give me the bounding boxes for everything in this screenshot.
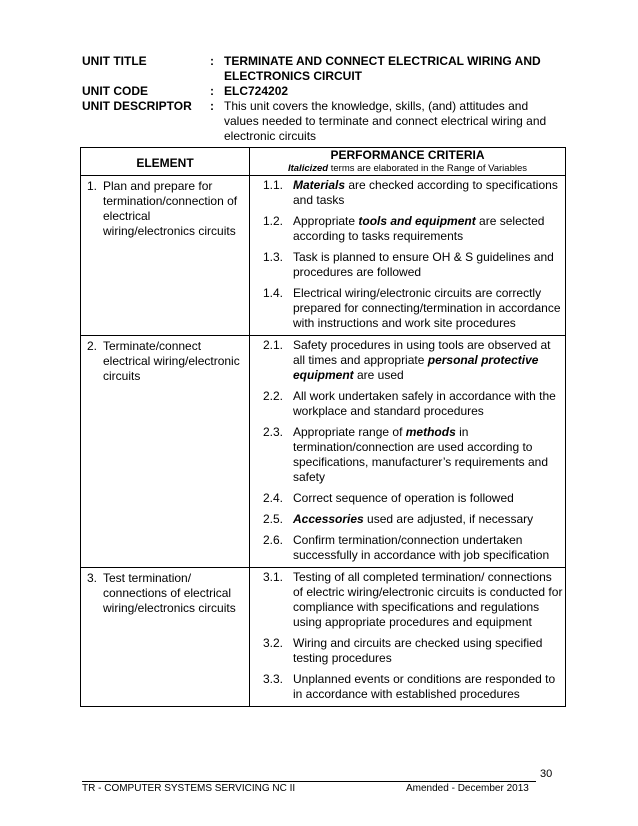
performance-criteria-title: PERFORMANCE CRITERIA (330, 148, 485, 162)
criterion-item (250, 387, 565, 423)
colon: : (210, 84, 214, 98)
table-row (81, 176, 566, 336)
criterion-number: 3.3. (263, 672, 284, 686)
element-cell (81, 336, 250, 568)
criterion-item (250, 510, 565, 531)
criterion-text-part: Confirm termination/connection undertaken successfully in accordance with job specification (293, 533, 550, 562)
criterion-text-part: Appropriate (293, 214, 359, 228)
criterion-text (293, 533, 565, 563)
criterion-number: 1.2. (263, 214, 284, 228)
criterion-text (293, 570, 565, 630)
criterion-item (250, 248, 565, 284)
criterion-text (293, 491, 565, 506)
unit-title-line-1: TERMINATE AND CONNECT ELECTRICAL WIRING AND (224, 54, 541, 68)
criterion-emphasis: Materials (293, 178, 346, 192)
criterion-number: 1.3. (263, 250, 284, 264)
criterion-item (250, 489, 565, 510)
criterion-number: 2.5. (263, 512, 284, 526)
criterion-text-part: Testing of all completed termination/ connections of electric wiring/electronic circuits is conducted for compliance with specifications and regulations using appropriate procedures and equipment (293, 570, 563, 629)
criterion-emphasis: personal protective equipment (293, 353, 539, 382)
table-body (81, 176, 566, 707)
criterion-emphasis: Accessories (293, 512, 364, 526)
criterion-text-part: in termination/connection are used according to specifications, manufacturer’s requirements and safety (293, 425, 549, 484)
criterion-item (250, 670, 565, 706)
unit-title-value (224, 54, 562, 84)
criterion-item (250, 423, 565, 489)
unit-title-line-2: ELECTRONICS CIRCUIT (224, 69, 362, 83)
criterion-text-part: Correct sequence of operation is followed (293, 491, 514, 505)
footer-right-text: Amended - December 2013 (406, 783, 529, 794)
criterion-text (293, 389, 565, 419)
unit-title-row (82, 54, 562, 84)
criterion-emphasis: tools and equipment (358, 214, 476, 228)
colon: : (210, 54, 214, 68)
criterion-text (293, 250, 565, 280)
criterion-item (250, 336, 565, 387)
criterion-text-part: used are adjusted, if necessary (363, 512, 534, 526)
criterion-number: 2.2. (263, 389, 284, 403)
criterion-item (250, 284, 565, 335)
criterion-text-part: Electrical wiring/electronic circuits are correctly prepared for connecting/termination in accordance with instructions and work site procedures (293, 286, 561, 330)
criterion-text (293, 338, 565, 383)
criterion-number: 2.1. (263, 338, 284, 352)
criterion-text-part: Wiring and circuits are checked using specified testing procedures (293, 636, 543, 665)
criterion-number: 2.3. (263, 425, 284, 439)
performance-criteria-column-header (250, 148, 566, 176)
performance-criteria-note (250, 162, 565, 175)
element-column-header: ELEMENT (81, 148, 250, 176)
criterion-number: 1.4. (263, 286, 284, 300)
table-row (81, 336, 566, 568)
criterion-item (250, 568, 565, 634)
criterion-number: 2.6. (263, 533, 284, 547)
unit-descriptor-row (82, 99, 562, 144)
criteria-cell (250, 336, 566, 568)
element-item (87, 339, 243, 384)
unit-descriptor-label: UNIT DESCRIPTOR (82, 99, 192, 113)
criterion-text-part: Appropriate range of (293, 425, 406, 439)
element-text: Test termination/ connections of electrical wiring/electronics circuits (103, 571, 236, 615)
element-text: Terminate/connect electrical wiring/electronic circuits (103, 339, 240, 383)
criterion-text (293, 214, 565, 244)
footer-left-text: TR - COMPUTER SYSTEMS SERVICING NC II (82, 783, 296, 794)
competency-table (80, 147, 566, 707)
criterion-text (293, 636, 565, 666)
criterion-item (250, 176, 565, 212)
italicized-term: Italicized (287, 163, 329, 174)
criterion-text (293, 178, 565, 208)
element-number: 1. (87, 179, 98, 193)
criterion-item (250, 531, 565, 567)
criteria-cell (250, 176, 566, 336)
page-number: 30 (540, 768, 553, 780)
table-header-row (81, 148, 566, 176)
criterion-text-part: Task is planned to ensure OH & S guidelines and procedures are followed (293, 250, 554, 279)
criterion-number: 3.2. (263, 636, 284, 650)
unit-title-label: UNIT TITLE (82, 54, 147, 68)
element-number: 3. (87, 571, 98, 585)
criterion-text (293, 425, 565, 485)
unit-code-value: ELC724202 (224, 84, 289, 98)
unit-code-row (82, 84, 562, 99)
criterion-text-part: are checked according to specifications and tasks (293, 178, 558, 207)
table-row (81, 568, 566, 707)
unit-header (82, 54, 562, 144)
element-cell (81, 176, 250, 336)
criterion-text-part: All work undertaken safely in accordance with the workplace and standard procedures (293, 389, 556, 418)
unit-descriptor-value: This unit covers the knowledge, skills, (and) attitudes and values needed to terminate and connect electrical wiring and electronic circuits (224, 99, 547, 143)
element-item (87, 179, 243, 239)
note-text: terms are elaborated in the Range of Variables (328, 163, 528, 174)
criterion-text-part: Unplanned events or conditions are responded to in accordance with established procedures (293, 672, 556, 701)
criterion-text (293, 512, 565, 527)
criterion-text (293, 286, 565, 331)
element-item (87, 571, 243, 616)
colon: : (210, 99, 214, 113)
footer-divider (82, 781, 536, 782)
criterion-emphasis: methods (405, 425, 456, 439)
element-cell (81, 568, 250, 707)
element-number: 2. (87, 339, 98, 353)
criterion-text-part: are used (353, 368, 404, 382)
criterion-number: 3.1. (263, 570, 284, 584)
criterion-item (250, 634, 565, 670)
unit-code-label: UNIT CODE (82, 84, 148, 98)
criterion-text (293, 672, 565, 702)
criterion-number: 2.4. (263, 491, 284, 505)
criterion-item (250, 212, 565, 248)
criterion-text-part: are selected according to tasks requirements (293, 214, 545, 243)
criterion-number: 1.1. (263, 178, 284, 192)
criterion-text-part: Safety procedures in using tools are observed at all times and appropriate (293, 338, 551, 367)
element-text: Plan and prepare for termination/connection of electrical wiring/electronics circuits (103, 179, 238, 238)
criteria-cell (250, 568, 566, 707)
